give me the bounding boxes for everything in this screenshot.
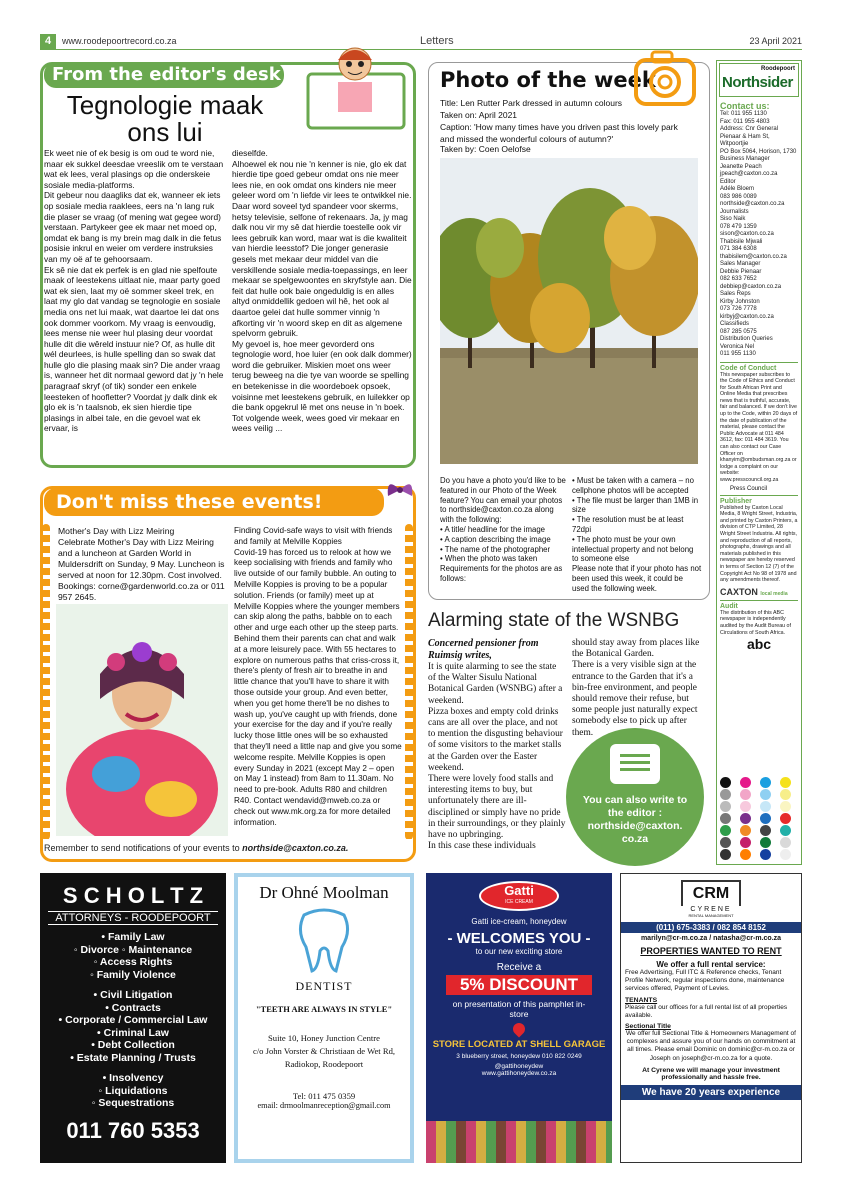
colour-swatch (720, 837, 731, 848)
scholtz-list2-item: • Contracts (105, 1001, 161, 1014)
ice-lollies-decoration (426, 1121, 612, 1163)
colour-swatch (720, 813, 731, 824)
scholtz-phone[interactable]: 011 760 5353 (66, 1117, 200, 1143)
colour-swatch (760, 789, 771, 800)
gatti-brand: Gatti (504, 883, 534, 898)
colour-swatch (740, 813, 751, 824)
colour-swatch (720, 825, 731, 836)
publisher-text: Published by Caxton Local Media, 8 Wright Street, Industria, and printed by Caxton Printers, a division of CTP Limited, 28 Wright Street Industria. All rights, and reproduction of all reports, photographs, drawings and all materials published in this newspaper are hereby reserved in terms of Section 12 (7) of the Copyright Act No 98 of 1978 and any amendments thereof. (720, 504, 798, 584)
events-dots-left (42, 524, 50, 840)
scholtz-name: S C H O L T Z (62, 883, 204, 908)
colour-swatch (780, 777, 791, 788)
scholtz-list2-item: • Debt Collection (91, 1039, 175, 1051)
ad-moolman[interactable] (234, 873, 414, 1163)
gatti-web[interactable]: www.gattihoneydew.co.za (481, 1070, 557, 1077)
gatti-sub2: on presentation of this pamphlet in-store (452, 999, 586, 1019)
scholtz-list2-item: • Corporate / Commercial Law (58, 1014, 208, 1026)
location-pin-icon (511, 1021, 528, 1038)
section-name: Letters (420, 35, 454, 47)
gatti-logo (479, 881, 559, 911)
colour-swatch (760, 813, 771, 824)
moolman-address: Suite 10, Honey Junction Centre c/o John Vorster & Christiaan de Wet Rd, Radiokop, Roodepoort (252, 1033, 396, 1069)
scholtz-list3-item: ◦ Liquidations (98, 1084, 168, 1097)
crm-tenants: Please call our offices for a full rental list of all properties available. (625, 1003, 788, 1019)
page-number: 4 (40, 34, 56, 49)
colour-swatch (740, 789, 751, 800)
audit-head: Audit (720, 600, 798, 610)
ad-gatti[interactable] (426, 873, 612, 1163)
bow-icon (384, 476, 416, 502)
colour-swatch (740, 837, 751, 848)
gatti-social[interactable]: @gattihoneydew (494, 1063, 544, 1070)
crm-offer: We offer a full rental service: (656, 960, 766, 969)
write-in-text[interactable]: You can also write to the editor : northside@caxton. co.za (582, 794, 688, 845)
photo-taken-by: Taken by: Coen Oelofse (440, 144, 531, 154)
contact-details: Tel: 011 955 1130 Fax: 011 955 4803 Address: Cnr General Pienaar & Ham St, Witpoortjie PO Box 5064, Horison, 1730 Business Manager Jeanette Peach jpeach@caxton.co.za Editor Adéle Bloem 083 986 0089 northside@caxton.co.za Journalists Siso Naik 078 479 1359 sison@caxton.co.za Thabisile Mjwali 071 384 6308 thabisilem@caxton.co.za Sales Manager Debbie Pienaar 082 633 7652 debbiep@caxton.co.za Sales Reps Kirby Johnston 073 726 7778 kirbyj@caxton.co.za Classifieds 087 285 0575 Distribution Queries Veronica Nel 011 955 1130 (720, 111, 797, 357)
ad-crm[interactable] (620, 873, 802, 1163)
scholtz-list-family (40, 931, 226, 981)
crm-phones[interactable]: (011) 675-3383 / 082 854 8152 (621, 922, 801, 933)
photo-info-1: Do you have a photo you'd like to be featured in our Photo of the Week feature? You can email your photos to northside@caxton.co.za along with the following: • A title/ headline for the image • A caption describing the image • The name of the photographer • When the photo was taken Requirements for the photos are as follows: (440, 476, 566, 583)
crm-offer-text: Free Advertising, Full ITC & Reference checks, Tenant Profile Network, regular inspections done, maintenance services offered, Payment of Levies. (625, 969, 785, 993)
gatti-discount: 5% DISCOUNT (446, 975, 592, 995)
issue-date: 23 April 2021 (749, 36, 802, 46)
scholtz-list1-item: ◦ Access Rights (93, 956, 173, 968)
events-footer-email[interactable]: northside@caxton.co.za. (242, 843, 349, 853)
scholtz-list2-item: • Civil Litigation (93, 989, 173, 1001)
colour-swatch (740, 849, 751, 860)
code-head: Code of Conduct (720, 362, 798, 372)
crm-sectional: We offer full Sectional Title & Homeowners Management of complexes and assure you of our hands on commitment at all times. Please email Dominic on dominic@cr-m.co.za or Joseph on joseph@cr-m.co.za for a quote. (626, 1030, 796, 1062)
ad-scholtz[interactable] (40, 873, 226, 1163)
colour-swatch (740, 801, 751, 812)
photo-taken-on: Taken on: April 2021 (440, 110, 518, 120)
code-of-conduct: This newspaper subscribes to the Code of Ethics and Conduct for South African Print and Online Media that prescribes news that is truthful, accurate, fair and balanced. If we don't live up to the Code, within 20 days of the date of publication of the material, please contact the Public Advocate at 011 484 3612, fax: 011 484 3619. You can also contact our Case Officer on khanyim@ombudsman.org.za or lodge a complaint on our website: www.presscouncil.org.za (720, 371, 798, 483)
colour-swatch (760, 849, 771, 860)
colour-swatch (720, 777, 731, 788)
moolman-name: Dr Ohné Moolman (259, 883, 389, 902)
events-footer (44, 843, 412, 853)
moolman-tel[interactable]: Tel: 011 475 0359 (292, 1091, 356, 1101)
scholtz-list-insolvency (40, 1072, 226, 1110)
gatti-store: STORE LOCATED AT SHELL GARAGE (432, 1039, 606, 1050)
colour-swatch (760, 825, 771, 836)
scholtz-list3-item: • Insolvency (102, 1072, 164, 1084)
scholtz-list3-item: ◦ Sequestrations (91, 1097, 175, 1109)
colour-swatch (720, 801, 731, 812)
site-url[interactable]: www.roodepoortrecord.co.za (62, 36, 177, 46)
events-col-1: Mother's Day with Lizz Meiring Celebrate Mother's Day with Lizz Meiring and a luncheon at Garden World in Muldersdrift on Sunday, 9 May. Luncheon is served at noon for 12.30pm. Cost involved. Bookings: corne@gardenworld.co.za or 011 957 2645. (58, 526, 225, 602)
contact-head: Contact us: (720, 101, 770, 111)
editor-avatar (300, 40, 410, 132)
moolman-slogan: "TEETH ARE ALWAYS IN STYLE" (255, 1004, 393, 1014)
editor-banner: From the editor's desk (44, 62, 284, 88)
colour-swatch (780, 837, 791, 848)
crm-brand-sub: CYRENE (690, 906, 732, 913)
scholtz-list-civil (40, 989, 226, 1064)
wsnbg-headline: Alarming state of the WSNBG (428, 610, 680, 631)
crm-experience: We have 20 years experience (621, 1085, 801, 1100)
colour-swatch (760, 801, 771, 812)
caxton-sub: local media (760, 590, 788, 597)
wsnbg-col-1: It is quite alarming to see the state of the Walter Sisulu National Botanical Garden (WSNBG) after a weekend. Pizza boxes and empty cold drinks cans are all over the place, and not to mention the disgusting behaviour of some visitors to the market stalls at the Garden over the Easter weekend. There were lovely food stalls and interesting items to buy, but unfortunately there are ill-disciplined or simply have no pride in their surroundings, or they plainly have no upbringing. In this case these individuals (428, 662, 566, 852)
events-banner: Don't miss these events! (44, 488, 384, 516)
gatti-brand-sub: ICE CREAM (505, 899, 533, 905)
gatti-welcome: - WELCOMES YOU - (447, 930, 591, 947)
colour-swatch (760, 777, 771, 788)
gatti-sub1: to our new exciting store (475, 947, 563, 956)
events-dots-right (405, 524, 413, 840)
masthead-sidebar (716, 60, 802, 865)
colour-swatch (780, 813, 791, 824)
park-photo (440, 158, 698, 464)
gatti-receive: Receive a (496, 962, 542, 973)
wsnbg-byline: Concerned pensioner from Ruimsig writes, (428, 638, 539, 661)
colour-swatch (780, 849, 791, 860)
colour-swatch (780, 801, 791, 812)
events-footer-text: Remember to send notifications of your events to (44, 843, 243, 853)
colour-swatch (760, 837, 771, 848)
brand-name: Northsider (722, 74, 793, 91)
gatti-address: 3 blueberry street, honeydew 010 822 0249 (456, 1053, 582, 1060)
editor-col-1: Ek weet nie of ek besig is om oud te word nie, maar ek sukkel deesdae vreeslik om te verstaan wat ek lees, veral plasings op die onderskeie sosiale media-platforms. Dit gebeur nou daagliks dat ek, wanneer ek iets op sosiale media raaklees, eers na 'n lang ruk die plaser se vraag (of mening wat gegee word) verstaan. Partykeer gee ek maar net moed op, omdat ek bang is my brein mag dalk in die fetus posisie inkrul en weier om verdere instruksies van my oë af te gehoorsaam. Ek sê nie dat ek perfek is en glad nie spelfoute maak of leestekens uitlaat nie, maar party goed wat ek sien, laat my oë sommer skeel trek, en laat my glo dat vandag se tegnologie en sosiale media ons net lui maak, wat daartoe lei dat ons ook dommer voorkom. My vraag is eenvoudig, lees mense nie weer hul plasing deur voordat hulle dit die wêreld instuur nie? Of, as hulle dit wél deurlees, is hulle spelling dan so swak dat hulle glo die plasing maak sin? Die ander vraag is, wanneer het dit normaal geword dat jy 'n hele paragraaf skryf (of tik) sonder een enkele leesteken of hoofletter? Voordat jy dalk dink ek glo ek is 'n taalsnob, ek sien hierdie tipe plasings in albei tale, en die gevoel wat ek ervaar, is (44, 148, 224, 434)
audit-text: The distribution of this ABC newspaper is independently audited by the Audit Bureau of Circulations of South Africa. (720, 609, 791, 636)
abc-logo: abc (746, 636, 772, 653)
crm-emails[interactable]: marilyn@cr-m.co.za / natasha@cr-m.co.za (640, 935, 782, 942)
events-col-2: Finding Covid-safe ways to visit with friends and family at Melville Koppies Covid-19 has forced us to relook at how we keep socialising with friends and family who live outside of our family bubble. An outing to Melville Koppies is proving to be a popular solution. Friends (or family) meet up at Melville Koppies where the younger members can skip along the paths, babble on to each other and urge each other up the steep parts. Behind them their parents can chat and walk at a more leisurely pace. With 55 hectares to explore on numerous paths that criss-cross it, there's plenty of fresh air to breathe in and little chance that you'll have to share it with those outside your group. And even better, when you get home there'll be no dishes to wash up, you've caught up with friends, done your exercise for the day and if you're really lucky those little ones will be so exhausted that they'll need a little nap and give you some welcome respite. Melville Koppies is open every Sunday in 2021 (except May 2 – open on May 1 instead) from 8am to 11.30am. No need to pre-book. Adults R80 and children R40. Contact wendavid@mweb.co.za or check out www.mk.org.za for more detailed information. (234, 526, 402, 827)
colour-swatches (719, 777, 801, 863)
crm-brand-sub2: RENTAL MANAGEMENT (688, 913, 734, 918)
colour-swatch (740, 777, 751, 788)
editor-col-2: dieselfde. Alhoewel ek nou nie 'n kenner is nie, glo ek dat hierdie tipe goed gebeur omdat ons nie meer lees nie, en ook omdat ons kinders nie meer geleer word om 'n liefde vir lees te ontwikkel nie. Daar word soveel tyd spandeer voor skerms, hetsy televisie, selfone of rekenaars. Ja, jy mag dalk nou vir my sê dat hierdie toestelle ook vir lees gebruik kan word, maar wat is die kwaliteit van hierdie leesstof? Die jonger generasie gesels met mekaar deur middel van die verskillende sosiale media-toepassings, en leer mekaar se spelgewoontes en skryfstyle aan. Die feit dat hulle ook baie ongeduldig is en alles altyd onmiddellik gedoen wil hê, het ook al daartoe gelei dat hulle sommer vinnig 'n afkorting vir 'n woord skep en dit as algemene spelvorm gebruik. My gevoel is, hoe meer gevorderd ons tegnologie word, hoe luier (en ook dalk dommer) word die gebruiker. Miskien moet ons weer terug beweeg na die tye van woorde se spelling en betekenisse in die woordeboek opsoek, voisinne met leestekens gebruik, en luilekker op die bank opgekrul lê met ons neuse in 'n boek. Tot volgende week, wees goed vir mekaar en wees veilig ... (232, 148, 412, 434)
colour-swatch (740, 825, 751, 836)
crm-logo: CRM (681, 880, 741, 906)
crm-manage: At Cyrene we will manage your investment professionally and hassle free. (642, 1066, 780, 1081)
wsnbg-col-2: should stay away from places like the Botanical Garden. There is a very visible sign at the entrance to the Garden that it's a bin-free environment, and people should remove their refuse, but some people just naturally expect somebody else to pick up after them. (572, 638, 700, 738)
moolman-title: DENTIST (295, 979, 353, 993)
moolman-email[interactable]: email: drmoolmanreception@gmail.com (257, 1101, 391, 1110)
tooth-icon (294, 907, 354, 975)
crm-tenants-head: TENANTS (625, 996, 658, 1004)
brand-top: Roodepoort (761, 66, 795, 72)
gatti-location: Gatti ice-cream, honeydew (471, 917, 567, 926)
chat-icon (610, 744, 660, 784)
caxton-logo (720, 587, 798, 597)
caxton-name: CAXTON (720, 586, 758, 597)
photo-title: Photo of the week (440, 68, 656, 92)
colour-swatch (780, 825, 791, 836)
photo-caption: Caption: 'How many times have you driven past this lovely park and missed the wonderful colours of autumn?' (440, 122, 678, 144)
scholtz-list1-item: ◦ Divorce ◦ Maintenance (73, 943, 193, 956)
masthead-logo (719, 63, 799, 97)
press-council-logo: Press Council (730, 485, 768, 492)
colour-swatch (780, 789, 791, 800)
colour-swatch (720, 849, 731, 860)
photo-caption-title: Title: Len Rutter Park dressed in autumn colours (440, 98, 623, 108)
colour-swatch (720, 789, 731, 800)
scholtz-list1-item: ◦ Family Violence (90, 968, 176, 981)
photo-info-2: • Must be taken with a camera – no cellphone photos will be accepted • The file must be larger than 1MB in size • The resolution must be at least 72dpi • The photo must be your own intellectual property and not belong to someone else Please note that if your photo has not been used this week, it could be used the following week. (572, 476, 702, 593)
scholtz-list2-item: • Estate Planning / Trusts (70, 1051, 196, 1064)
scholtz-list2-item: • Criminal Law (97, 1026, 169, 1039)
lizz-meiring-photo (56, 604, 228, 836)
crm-sectional-head: Sectional Title (625, 1023, 671, 1031)
scholtz-list1-item: • Family Law (101, 931, 165, 943)
crm-wanted: PROPERTIES WANTED TO RENT (640, 946, 782, 956)
write-in-circle (566, 728, 704, 866)
scholtz-sub: ATTORNEYS - ROODEPOORT (48, 911, 218, 925)
publisher-head: Publisher (720, 495, 798, 505)
editor-headline: Tegnologie maak ons lui (66, 90, 264, 147)
